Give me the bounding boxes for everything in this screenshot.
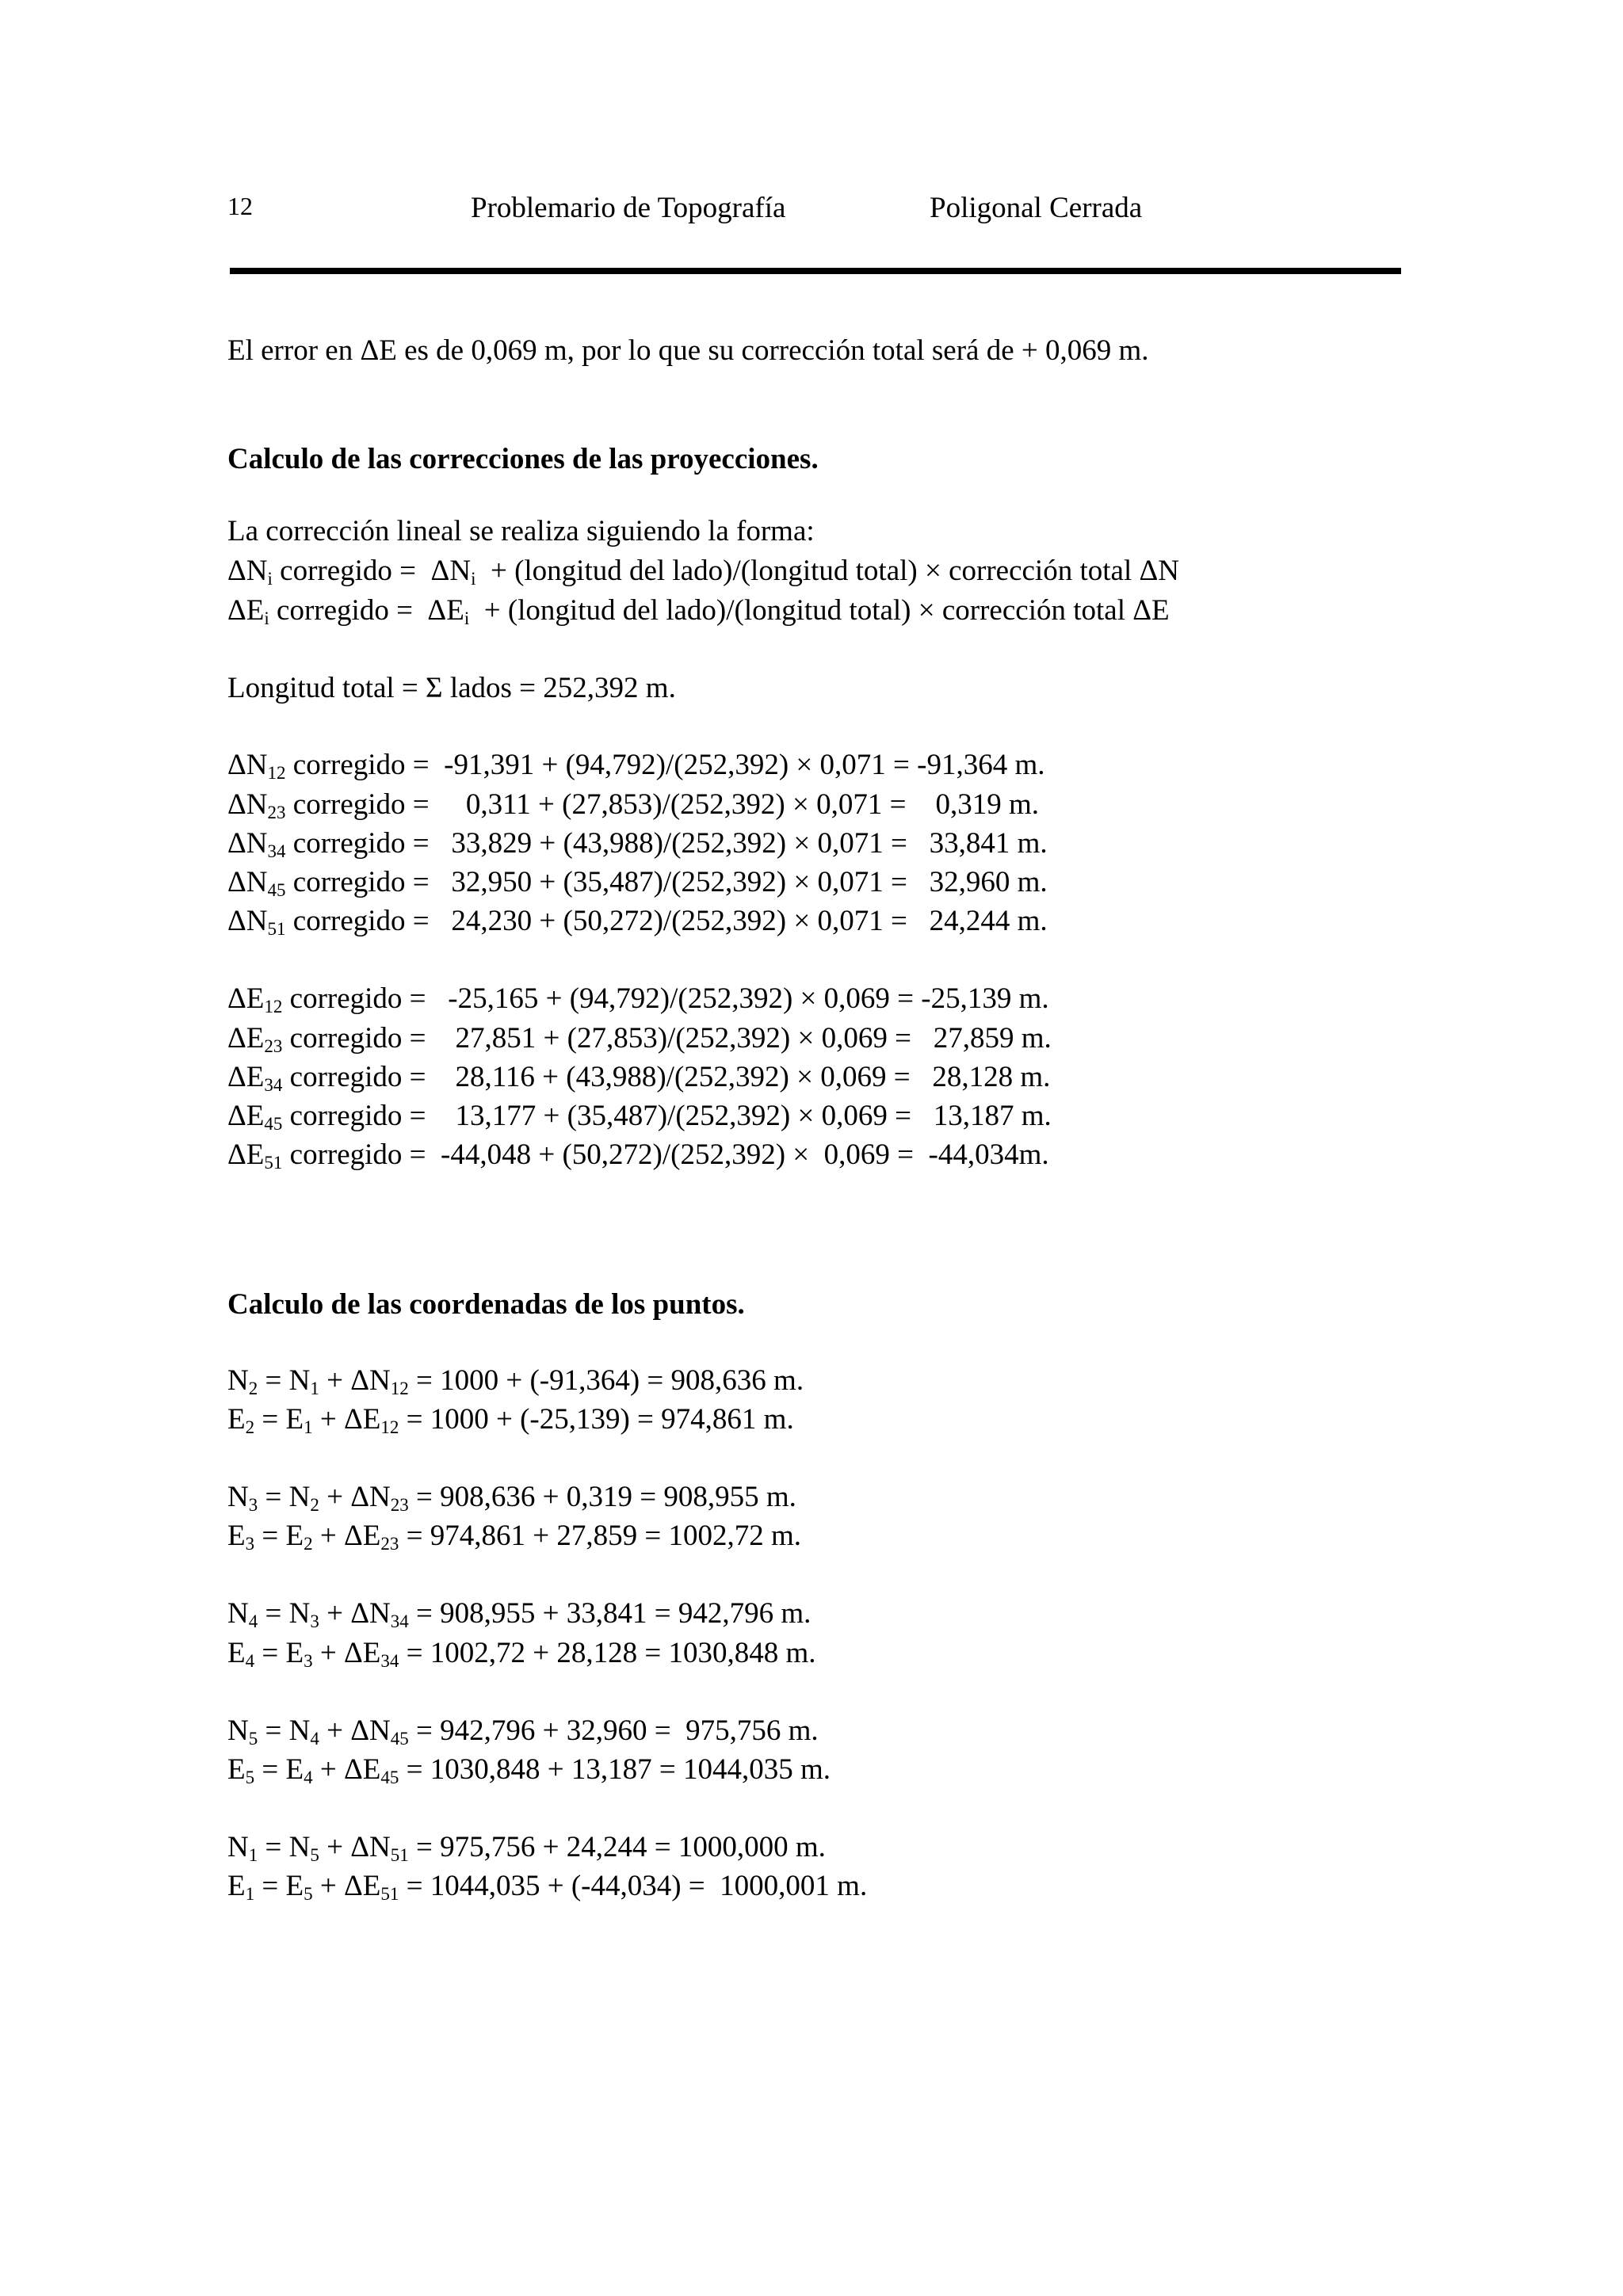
- dn-correction-line: $\Delta N_{12}$ corregido = -91,391 + (94,792)/(252,392) × 0,071 = -91,364 m.: [227, 749, 1045, 783]
- coordinate-line: $E_4 = E_3 + \Delta E_{34} = 1002,72 + 28,128 = 1030,848$ m.: [227, 1637, 816, 1671]
- dn-correction-line: $\Delta N_{45}$ corregido = 32,950 + (35,487)/(252,392) × 0,071 = 32,960 m.: [227, 866, 1048, 900]
- coordinate-line: $N_3 = N_2 + \Delta N_{23} = 908,636 + 0,319 = 908,955$ m.: [227, 1481, 796, 1515]
- total-length-line: Longitud total = Σ lados = 252,392 m.: [227, 672, 676, 704]
- formula-de: $\Delta E_i$ corregido = $\Delta E_i$ + (longitud del lado)/(longitud total) × corrección total ΔE: [227, 594, 1170, 628]
- method-line: La corrección lineal se realiza siguiendo la forma:: [227, 515, 815, 547]
- de-correction-line: $\Delta E_{34}$ corregido = 28,116 + (43,988)/(252,392) × 0,069 = 28,128 m.: [227, 1061, 1051, 1095]
- page-number: 12: [227, 192, 253, 220]
- dn-correction-line: $\Delta N_{34}$ corregido = 33,829 + (43,988)/(252,392) × 0,071 = 33,841 m.: [227, 827, 1048, 861]
- de-correction-line: $\Delta E_{23}$ corregido = 27,851 + (27,853)/(252,392) × 0,069 = 27,859 m.: [227, 1022, 1052, 1056]
- coordinate-line: $E_3 = E_2 + \Delta E_{23} = 974,861 + 27,859 = 1002,72$ m.: [227, 1520, 801, 1554]
- coordinate-line: $E_2 = E_1 + \Delta E_{12} = 1000 + (-25,139) = 974,861$ m.: [227, 1403, 794, 1437]
- coordinate-line: $N_2 = N_1 + \Delta N_{12} = 1000 + (-91,364) = 908,636$ m.: [227, 1364, 804, 1398]
- de-correction-line: $\Delta E_{12}$ corregido = -25,165 + (94,792)/(252,392) × 0,069 = -25,139 m.: [227, 982, 1049, 1016]
- coordinate-line: $E_5 = E_4 + \Delta E_{45} = 1030,848 + 13,187 = 1044,035$ m.: [227, 1753, 831, 1787]
- coordinate-line: $E_1 = E_5 + \Delta E_{51} = 1044,035 + (-44,034) = 1000,001$ m.: [227, 1870, 868, 1904]
- section-heading-coordinates: Calculo de las coordenadas de los puntos.: [227, 1288, 745, 1321]
- coordinate-line: $N_4 = N_3 + \Delta N_{34} = 908,955 + 33,841 = 942,796$ m.: [227, 1597, 812, 1631]
- formula-dn: $\Delta N_i$ corregido = $\Delta N_i$ + (longitud del lado)/(longitud total) × corrección total ΔN: [227, 555, 1179, 589]
- intro-paragraph: El error en ΔE es de 0,069 m, por lo que su corrección total será de + 0,069 m.: [227, 334, 1149, 367]
- de-correction-line: $\Delta E_{45}$ corregido = 13,177 + (35,487)/(252,392) × 0,069 = 13,187 m.: [227, 1100, 1052, 1134]
- coordinate-line: $N_5 = N_4 + \Delta N_{45} = 942,796 + 32,960 = 975,756$ m.: [227, 1714, 819, 1749]
- de-correction-line: $\Delta E_{51}$ corregido = -44,048 + (50,272)/(252,392) × 0,069 = -44,034m.: [227, 1138, 1049, 1173]
- header-rule: [230, 268, 1401, 274]
- dn-correction-line: $\Delta N_{51}$ corregido = 24,230 + (50,272)/(252,392) × 0,071 = 24,244 m.: [227, 905, 1048, 939]
- section-heading-corrections: Calculo de las correcciones de las proyecciones.: [227, 443, 819, 475]
- chapter-title: Poligonal Cerrada: [930, 192, 1143, 224]
- coordinate-line: $N_1 = N_5 + \Delta N_{51} = 975,756 + 24,244 = 1000,000$ m.: [227, 1831, 826, 1865]
- book-title: Problemario de Topografía: [471, 192, 786, 224]
- dn-correction-line: $\Delta N_{23}$ corregido = 0,311 + (27,853)/(252,392) × 0,071 = 0,319 m.: [227, 788, 1039, 822]
